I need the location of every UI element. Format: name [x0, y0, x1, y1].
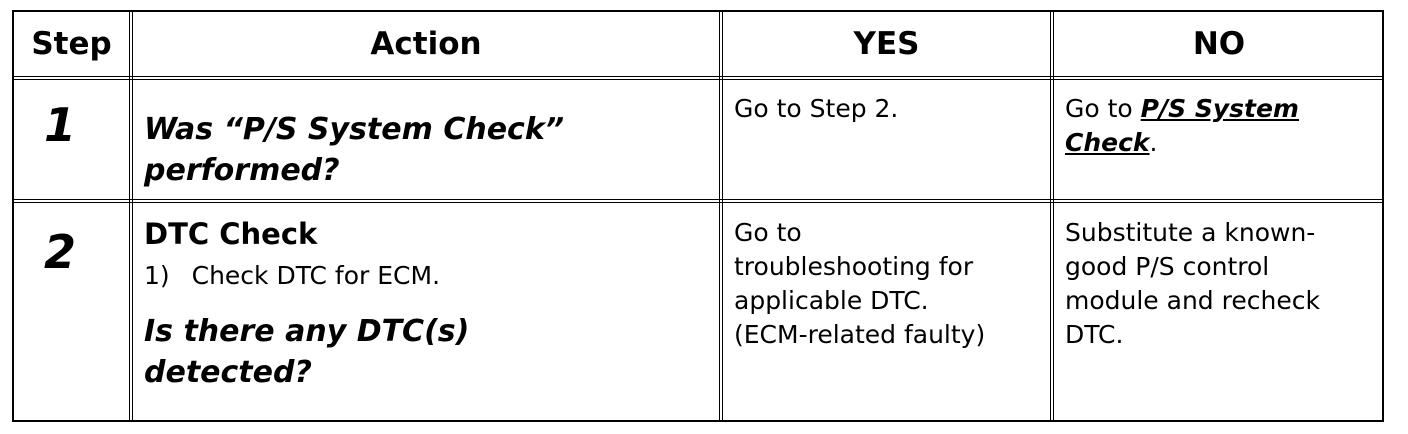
question-line: detected?: [144, 355, 312, 390]
ps-system-check-link[interactable]: Check: [1065, 128, 1150, 157]
question-line: performed?: [144, 153, 340, 188]
diagnostic-table: [12, 10, 1384, 422]
step-number: 2: [44, 225, 77, 279]
action-question: [144, 109, 714, 191]
yes-cell: Go to Step 2.: [734, 94, 899, 123]
no-line: module and recheck: [1065, 286, 1320, 315]
no-cell: [1065, 92, 1381, 160]
header-yes: YES: [853, 26, 920, 62]
header-no: NO: [1192, 26, 1246, 62]
no-line: good P/S control: [1065, 252, 1270, 281]
yes-cell: [734, 216, 1044, 352]
question-line: Is there any DTC(s): [144, 314, 470, 349]
no-text: .: [1149, 128, 1158, 157]
yes-line: applicable DTC.: [734, 286, 929, 315]
yes-line: troubleshooting for: [734, 252, 974, 281]
question-line: Was “P/S System Check”: [144, 112, 565, 147]
action-question: [144, 311, 714, 393]
row-divider: [14, 76, 1382, 80]
action-title: DTC Check: [144, 217, 318, 251]
action-item-text: Check DTC for ECM.: [191, 261, 441, 290]
ps-system-check-link[interactable]: P/S System: [1140, 94, 1299, 123]
yes-line: (ECM-related faulty): [734, 320, 986, 349]
no-text: Go to: [1065, 94, 1141, 123]
action-cell: [144, 217, 714, 393]
row-divider: [14, 199, 1382, 203]
header-step: Step: [31, 26, 112, 62]
yes-line: Go to: [734, 218, 802, 247]
step-number: 1: [44, 98, 77, 152]
action-item: [144, 259, 714, 293]
no-line: DTC.: [1065, 320, 1124, 349]
no-line: Substitute a known-: [1065, 218, 1316, 247]
no-cell: [1065, 216, 1381, 352]
header-action: Action: [370, 26, 482, 62]
action-item-number: 1): [144, 261, 170, 290]
